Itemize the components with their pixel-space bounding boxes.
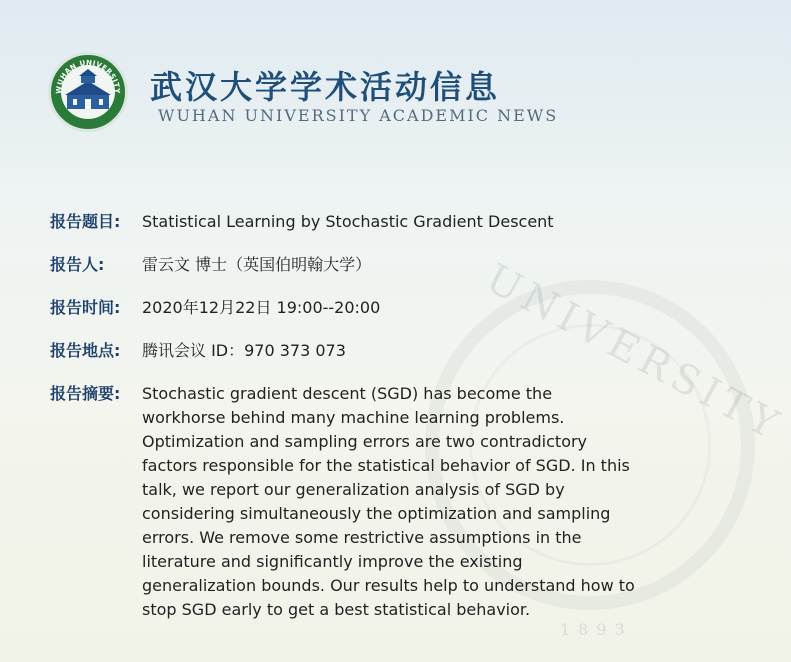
field-value-speaker: 雷云文 博士（英国伯明翰大学） [142, 255, 372, 274]
event-info [50, 210, 640, 641]
watermark-year: 1893 [560, 620, 633, 639]
page-title-cn: 武汉大学学术活动信息 [150, 68, 501, 106]
svg-text:WUHAN UNIVERSITY [55, 59, 121, 95]
field-row-location [50, 339, 640, 363]
field-label-location: 报告地点: [50, 341, 121, 360]
field-label-abstract: 报告摘要: [50, 384, 121, 403]
field-value-time: 2020年12月22日 19:00--20:00 [142, 298, 381, 317]
field-label-speaker: 报告人: [50, 255, 105, 274]
field-row-speaker [50, 253, 640, 277]
field-value-abstract: Stochastic gradient descent (SGD) has become the workhorse behind many machine learning problems. Optimization and sampling errors are two contradictory factors responsible for the statistical behavior of SGD. In this talk, we report our generalization analysis of SGD by considering simultaneously the optimization and sampling errors. We remove some restrictive assumptions in the literature and significantly improve the existing generalization bounds. Our results help to understand how to stop SGD early to get a best statistical behavior. [142, 384, 635, 619]
field-value-location: 腾讯会议 ID：970 373 073 [142, 341, 346, 360]
field-label-time: 报告时间: [50, 298, 121, 317]
logo-arc-text: WUHAN UNIVERSITY [54, 58, 122, 95]
field-row-title [50, 210, 640, 234]
field-label-title: 报告题目: [50, 212, 121, 231]
watermark-text: UNIVERSITY [478, 255, 791, 451]
page-title-en: WUHAN UNIVERSITY ACADEMIC NEWS [158, 106, 559, 125]
field-row-time [50, 296, 640, 320]
field-row-abstract [50, 382, 640, 622]
page-header [48, 48, 608, 138]
university-logo [48, 52, 128, 132]
field-value-title: Statistical Learning by Stochastic Gradient Descent [142, 212, 554, 231]
